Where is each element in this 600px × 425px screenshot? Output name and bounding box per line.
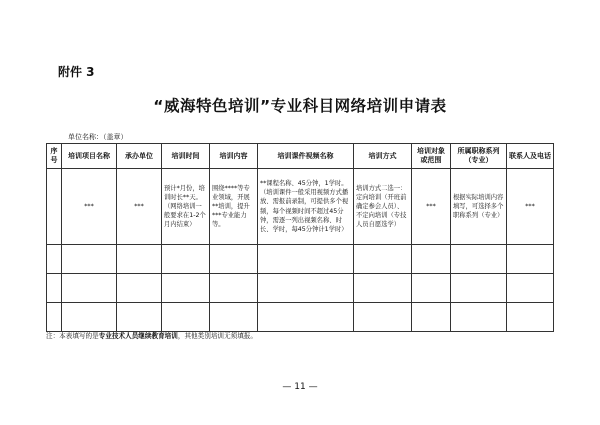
header-row: [47, 144, 554, 169]
cell-target[interactable]: ***: [412, 169, 451, 245]
table-row-blank: [47, 274, 554, 303]
header-target: 培训对象或范围: [412, 144, 451, 169]
blank-cell[interactable]: [412, 303, 451, 332]
blank-cell[interactable]: [62, 274, 117, 303]
blank-cell[interactable]: [258, 245, 354, 274]
blank-cell[interactable]: [451, 274, 507, 303]
cell-method[interactable]: 培训方式二选一：定向培训（开班前确定参会人员）、不定向培训（专技人员自愿选学）: [354, 169, 412, 245]
table-row-blank: [47, 303, 554, 332]
header-organizer: 承办单位: [117, 144, 162, 169]
table-row-blank: [47, 245, 554, 274]
cell-organizer[interactable]: ***: [117, 169, 162, 245]
header-video-names: 培训课件视频名称: [258, 144, 354, 169]
header-seq: 序号: [47, 144, 62, 169]
cell-content[interactable]: 围绕****等专业领域，开展**培训，提升***专业能力等。: [210, 169, 258, 245]
header-series: 所属职称系列（专业）: [451, 144, 507, 169]
blank-cell[interactable]: [412, 274, 451, 303]
application-table: [46, 143, 554, 332]
blank-cell[interactable]: [210, 274, 258, 303]
blank-cell[interactable]: [210, 245, 258, 274]
cell-video-names[interactable]: **课程名称、45分钟，1学时。（培训课件一般采用视频方式播放、需报前录制，可提供多个视频，每个视频时间不超过45分钟，需逐一列出视频名称、时长、学时，每45分钟计1学时）: [258, 169, 354, 245]
footnote: [46, 330, 257, 340]
header-method: 培训方式: [354, 144, 412, 169]
blank-cell[interactable]: [47, 303, 62, 332]
cell-time[interactable]: 预计*月份，培训时长**天。（网络培训一般要求在1-2个月内结束）: [162, 169, 210, 245]
table-row: [47, 169, 554, 245]
blank-cell[interactable]: [117, 303, 162, 332]
blank-cell[interactable]: [507, 303, 554, 332]
blank-cell[interactable]: [507, 245, 554, 274]
cell-seq[interactable]: [47, 169, 62, 245]
blank-cell[interactable]: [162, 274, 210, 303]
header-time: 培训时间: [162, 144, 210, 169]
blank-cell[interactable]: [117, 245, 162, 274]
footnote-suffix: ，其他类别培训无须填报。: [177, 332, 257, 340]
cell-series[interactable]: 根据实际培训内容填写，可选择多个职称系列（专业）: [451, 169, 507, 245]
header-content: 培训内容: [210, 144, 258, 169]
blank-cell[interactable]: [451, 245, 507, 274]
blank-cell[interactable]: [162, 245, 210, 274]
blank-cell[interactable]: [47, 245, 62, 274]
blank-cell[interactable]: [258, 303, 354, 332]
form-title: “威海特色培训”专业科目网络培训申请表: [153, 97, 447, 115]
header-project-name: 培训项目名称: [62, 144, 117, 169]
blank-cell[interactable]: [47, 274, 62, 303]
blank-cell[interactable]: [62, 245, 117, 274]
blank-cell[interactable]: [258, 274, 354, 303]
blank-cell[interactable]: [354, 274, 412, 303]
footnote-emphasis: 专业技术人员继续教育培训: [98, 332, 178, 340]
blank-cell[interactable]: [62, 303, 117, 332]
blank-cell[interactable]: [162, 303, 210, 332]
blank-cell[interactable]: [210, 303, 258, 332]
blank-cell[interactable]: [354, 245, 412, 274]
attachment-label: 附件 3: [58, 65, 95, 79]
blank-cell[interactable]: [451, 303, 507, 332]
blank-cell[interactable]: [117, 274, 162, 303]
page-number: — 11 —: [282, 382, 318, 392]
footnote-prefix: 注：本表填写的是: [46, 332, 99, 340]
cell-project-name[interactable]: ***: [62, 169, 117, 245]
blank-cell[interactable]: [412, 245, 451, 274]
unit-name-label: 单位名称：（盖章）: [68, 133, 128, 141]
cell-contact[interactable]: ***: [507, 169, 554, 245]
header-contact: 联系人及电话: [507, 144, 554, 169]
blank-cell[interactable]: [354, 303, 412, 332]
blank-cell[interactable]: [507, 274, 554, 303]
